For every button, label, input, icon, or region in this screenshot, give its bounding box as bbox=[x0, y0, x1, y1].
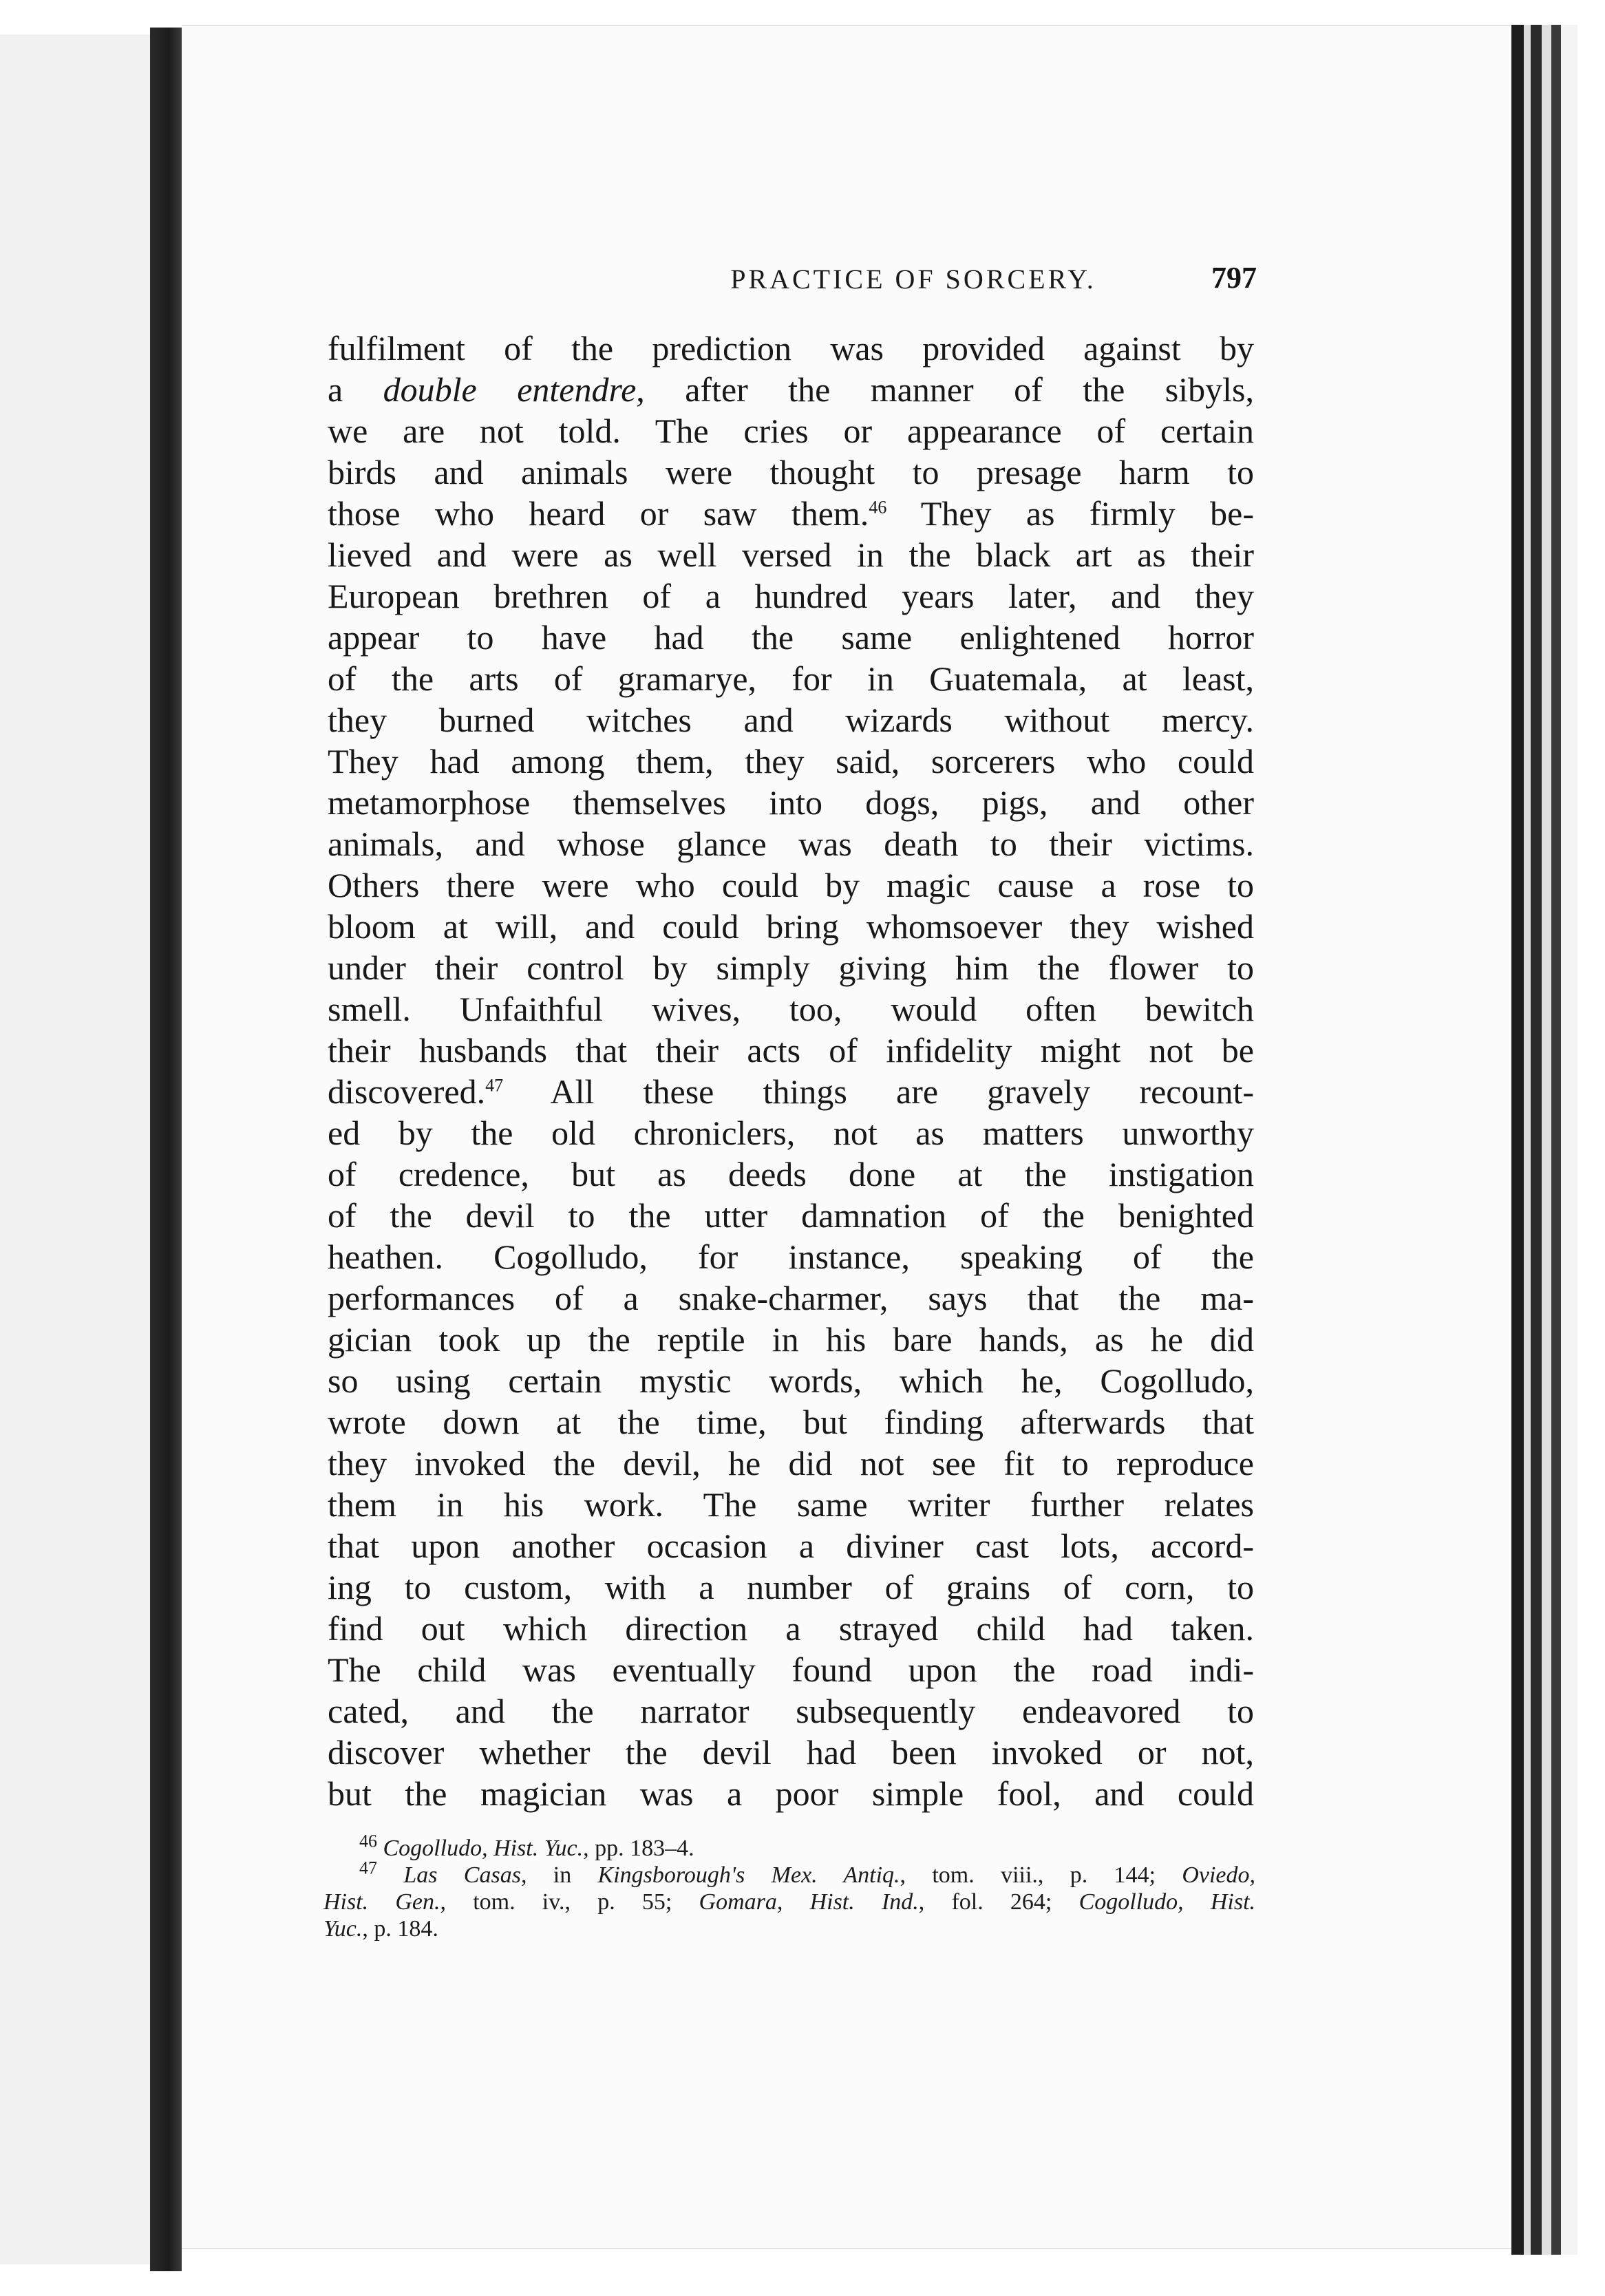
text-line: those who heard or saw them.$^{46}$ They as firmly be- bbox=[328, 494, 1254, 533]
text-line: smell. Unfaithful wives, too, would often bewitch bbox=[328, 990, 1254, 1028]
text-line: discover whether the devil had been invoked or not, bbox=[328, 1733, 1254, 1772]
running-head: PRACTICE OF SORCERY. bbox=[730, 264, 1096, 295]
text-line: cated, and the narrator subsequently endeavored to bbox=[328, 1692, 1254, 1730]
footnote-47-cont: Hist. Gen., tom. iv., p. 55; Gomara, Hist. Ind., fol. 264; Cogolludo, Hist. bbox=[323, 1889, 1256, 1915]
footnote-number: 46 bbox=[359, 1831, 377, 1851]
text-line: birds and animals were thought to presage harm to bbox=[328, 453, 1254, 491]
text-line: bloom at will, and could bring whomsoever they wished bbox=[328, 907, 1254, 946]
book-spine-shadow bbox=[150, 28, 182, 2271]
text-line: their husbands that their acts of infidelity might not be bbox=[328, 1031, 1254, 1070]
footnote-ref: 47 bbox=[485, 1075, 504, 1096]
footnote-number: 47 bbox=[359, 1858, 377, 1878]
text-line: Others there were who could by magic cause a rose to bbox=[328, 866, 1254, 904]
footnote-46: $^{46}$ Cogolludo, Hist. Yuc., pp. 183–4. bbox=[359, 1831, 694, 1861]
text-line: They had among them, they said, sorcerers who could bbox=[328, 742, 1254, 780]
text-line: discovered.$^{47}$ All these things are gravely recount- bbox=[328, 1072, 1254, 1111]
text-line: we are not told. The cries or appearance of certain bbox=[328, 412, 1254, 450]
text-line: appear to have had the same enlightened horror bbox=[328, 618, 1254, 657]
text-line: so using certain mystic words, which he, Cogolludo, bbox=[328, 1361, 1254, 1400]
text-line: ed by the old chroniclers, not as matters unworthy bbox=[328, 1114, 1254, 1152]
text-line: a double entendre, after the manner of the sibyls, bbox=[328, 370, 1254, 409]
text-line: they burned witches and wizards without mercy. bbox=[328, 701, 1254, 739]
text-line: The child was eventually found upon the road indi- bbox=[328, 1650, 1254, 1689]
text-line: find out which direction a strayed child had taken. bbox=[328, 1609, 1254, 1648]
text-line: metamorphose themselves into dogs, pigs, and other bbox=[328, 783, 1254, 822]
italic-phrase: double entendre bbox=[383, 370, 637, 409]
text-line: they invoked the devil, he did not see fit to reproduce bbox=[328, 1444, 1254, 1482]
text-line: of the arts of gramarye, for in Guatemala, at least, bbox=[328, 659, 1254, 698]
text-line: of the devil to the utter damnation of the benighted bbox=[328, 1196, 1254, 1235]
text-line: heathen. Cogolludo, for instance, speaking of the bbox=[328, 1237, 1254, 1276]
text-line: fulfilment of the prediction was provided against by bbox=[328, 329, 1254, 368]
page-stack-edge bbox=[1511, 25, 1577, 2255]
text-line: lieved and were as well versed in the black art as their bbox=[328, 535, 1254, 574]
text-line: performances of a snake-charmer, says that the ma- bbox=[328, 1279, 1254, 1317]
text-line: European brethren of a hundred years later, and they bbox=[328, 577, 1254, 615]
footnotes bbox=[323, 1831, 1256, 1942]
footnote-ref: 46 bbox=[869, 497, 887, 518]
text-line: animals, and whose glance was death to their victims. bbox=[328, 825, 1254, 863]
page-number: 797 bbox=[1211, 261, 1257, 295]
text-line: under their control by simply giving him the flower to bbox=[328, 948, 1254, 987]
facing-page-edge bbox=[0, 34, 151, 2264]
text-line: them in his work. The same writer further relates bbox=[328, 1485, 1254, 1524]
body-text bbox=[328, 328, 1254, 1814]
text-line: ing to custom, with a number of grains of corn, to bbox=[328, 1568, 1254, 1606]
text-line: but the magician was a poor simple fool, and could bbox=[328, 1774, 1254, 1813]
footnote-47-end: Yuc., p. 184. bbox=[323, 1916, 438, 1942]
text-line: gician took up the reptile in his bare hands, as he did bbox=[328, 1320, 1254, 1359]
text-line: of credence, but as deeds done at the instigation bbox=[328, 1155, 1254, 1193]
footnote-47: $^{47}$ Las Casas, in Kingsborough's Mex. Antiq., tom. viii., p. 144; Oviedo, bbox=[359, 1858, 1256, 1888]
text-line: wrote down at the time, but finding afterwards that bbox=[328, 1403, 1254, 1441]
text-line: that upon another occasion a diviner cast lots, accord- bbox=[328, 1527, 1254, 1565]
